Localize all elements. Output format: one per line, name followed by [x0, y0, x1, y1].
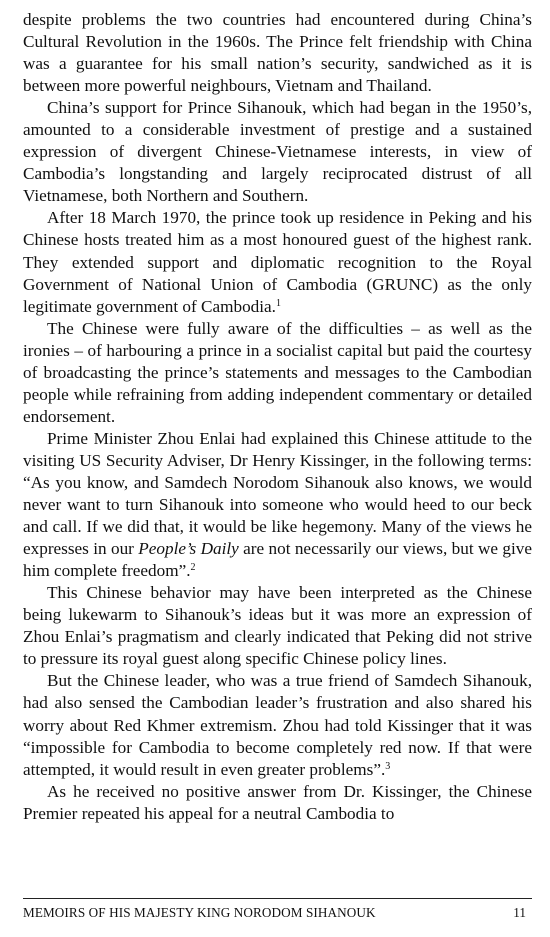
paragraph-5	[23, 428, 532, 582]
paragraph-8-text: As he received no positive answer from Dr. Kissinger, the Chinese Premier repeated his appeal for a neutral Cambodia to	[23, 781, 532, 823]
paragraph-8	[23, 781, 532, 825]
page-footer	[23, 904, 532, 922]
paragraph-1-text: despite problems the two countries had encountered during China’s Cultural Revolution in the 1960s. The Prince felt friendship with China was a guarantee for his small nation’s security, sandwiched as it is between more powerful neighbours, Vietnam and Thailand.	[23, 10, 532, 96]
paragraph-7	[23, 670, 532, 780]
paragraph-1	[23, 9, 532, 97]
paragraph-3-text: After 18 March 1970, the prince took up residence in Peking and his Chinese hosts treated him as a most honoured guest of the highest rank. They extended support and diplomatic recognition to the Royal Government of National Union of Cambodia (GRUNC) as the only legitimate government of Cambodia.	[23, 208, 532, 316]
paragraph-4-text: The Chinese were fully aware of the difficulties – as well as the ironies – of harbouring a prince in a socialist capital but paid the courtesy of broadcasting the prince’s statements and messages to the Cambodian people while refraining from adding independent commentary or detailed endorsement.	[23, 318, 532, 426]
paragraph-4	[23, 318, 532, 428]
paragraph-6	[23, 582, 532, 670]
footnote-marker-1: 1	[275, 297, 281, 309]
page-body	[23, 9, 532, 825]
paragraph-6-text: This Chinese behavior may have been interpreted as the Chinese being lukewarm to Sihanouk’s ideas but it was more an expression of Zhou Enlai’s pragmatism and clearly indicated that Peking did not strive to pressure its royal guest along specific Chinese policy lines.	[23, 583, 532, 669]
newspaper-title: People’s Daily	[138, 539, 239, 559]
paragraph-2	[23, 97, 532, 207]
running-title: MEMOIRS OF HIS MAJESTY KING NORODOM SIHANOUK	[23, 905, 376, 920]
page-number: 11	[513, 905, 526, 920]
paragraph-3	[23, 207, 532, 317]
paragraph-7-text: But the Chinese leader, who was a true friend of Samdech Sihanouk, had also sensed the Cambodian leader’s frustration and also shared his worry about Red Khmer extremism. Zhou had told Kissinger that it was “impossible for Cambodia to become completely red now. If that were attempted, it would result in even greater problems”.	[23, 671, 532, 779]
paragraph-5-text-before: Prime Minister Zhou Enlai had explained this Chinese attitude to the visiting US Security Adviser, Dr Henry Kissinger, in the following terms: “As you know, and Samdech Norodom Sihanouk also knows, we would never want to turn Sihanouk into someone who would heed to our beck and call. If we did that, it would be like hegemony. Many of the views he expresses in our	[23, 428, 532, 559]
paragraph-5-text-after: are not necessarily our views, but we give him complete freedom”.	[23, 539, 532, 581]
footnote-marker-2: 2	[190, 562, 196, 574]
footer-rule	[23, 898, 532, 899]
footnote-marker-3: 3	[385, 760, 391, 772]
paragraph-2-text: China’s support for Prince Sihanouk, which had began in the 1950’s, amounted to a considerable investment of prestige and a sustained expression of divergent Chinese-Vietnamese interests, in view of Cambodia’s longstanding and largely reciprocated distrust of all Vietnamese, both Northern and Southern.	[23, 98, 532, 206]
